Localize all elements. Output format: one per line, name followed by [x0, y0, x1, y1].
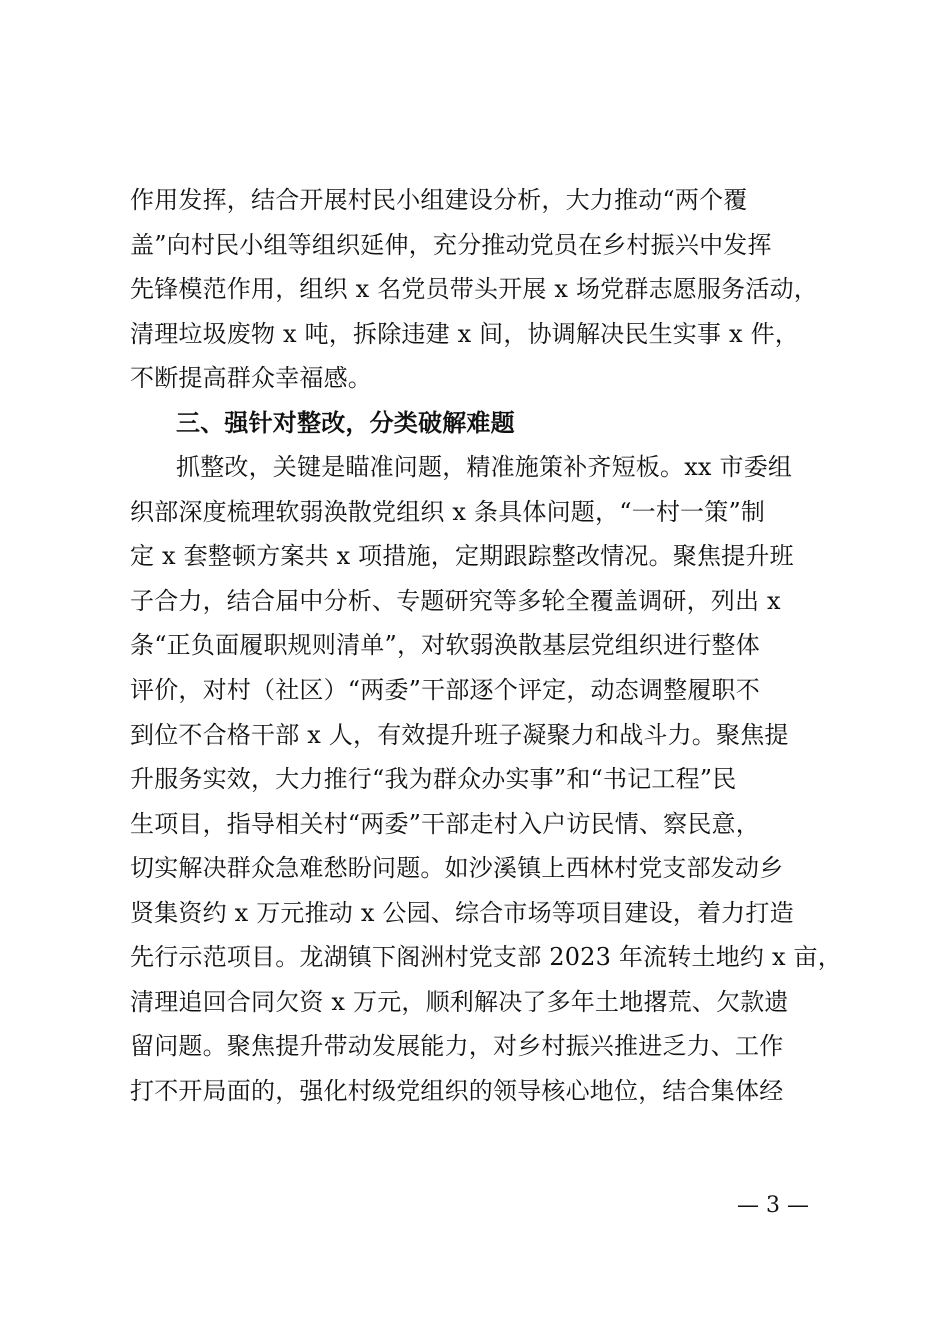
text-line: 评价，对村（社区）“两委”干部逐个评定，动态调整履职不 [130, 676, 760, 705]
text-line: 到位不合格干部 x 人，有效提升班子凝聚力和战斗力。聚焦提 [130, 720, 789, 749]
text-line: 打不开局面的，强化村级党组织的领导核心地位，结合集体经 [130, 1076, 784, 1105]
text-line: 切实解决群众急难愁盼问题。如沙溪镇上西林村党支部发动乡 [130, 854, 784, 883]
paragraph-first-line: 抓整改，关键是瞄准问题，精准施策补齐短板。xx 市委组 [176, 453, 793, 482]
text-line: 留问题。聚焦提升带动发展能力，对乡村振兴推进乏力、工作 [130, 1032, 784, 1061]
text-line: 先行示范项目。龙湖镇下阁洲村党支部 2023 年流转土地约 x 亩， [130, 943, 842, 972]
text-line: 作用发挥，结合开展村民小组建设分析，大力推动“两个覆 [130, 186, 748, 214]
text-line: 生项目，指导相关村“两委”干部走村入户访民情、察民意， [130, 809, 760, 838]
text-line: 先锋模范作用，组织 x 名党员带头开展 x 场党群志愿服务活动， [130, 275, 818, 304]
text-line: 清理追回合同欠资 x 万元，顺利解决了多年土地撂荒、欠款遗 [130, 987, 789, 1016]
text-line: 升服务实效，大力推行“我为群众办实事”和“书记工程”民 [130, 765, 737, 794]
body-text [130, 178, 842, 1113]
text-line: 织部深度梳理软弱涣散党组织 x 条具体问题，“一村一策”制 [130, 497, 766, 526]
text-line: 定 x 套整顿方案共 x 项措施，定期跟踪整改情况。聚焦提升班 [130, 542, 794, 571]
text-line: 不断提高群众幸福感。 [130, 364, 372, 393]
text-line: 条“正负面履职规则清单”，对软弱涣散基层党组织进行整体 [130, 631, 760, 660]
text-line: 贤集资约 x 万元推动 x 公园、综合市场等项目建设，着力打造 [130, 898, 794, 927]
page-number: — 3 — [737, 1193, 809, 1218]
text-line: 清理垃圾废物 x 吨，拆除违建 x 间，协调解决民生实事 x 件， [130, 319, 799, 348]
section-heading: 三、强针对整改，分类破解难题 [176, 408, 515, 437]
text-line: 子合力，结合届中分析、专题研究等多轮全覆盖调研，列出 x [130, 586, 781, 615]
text-line: 盖”向村民小组等组织延伸，充分推动党员在乡村振兴中发挥 [130, 230, 772, 259]
